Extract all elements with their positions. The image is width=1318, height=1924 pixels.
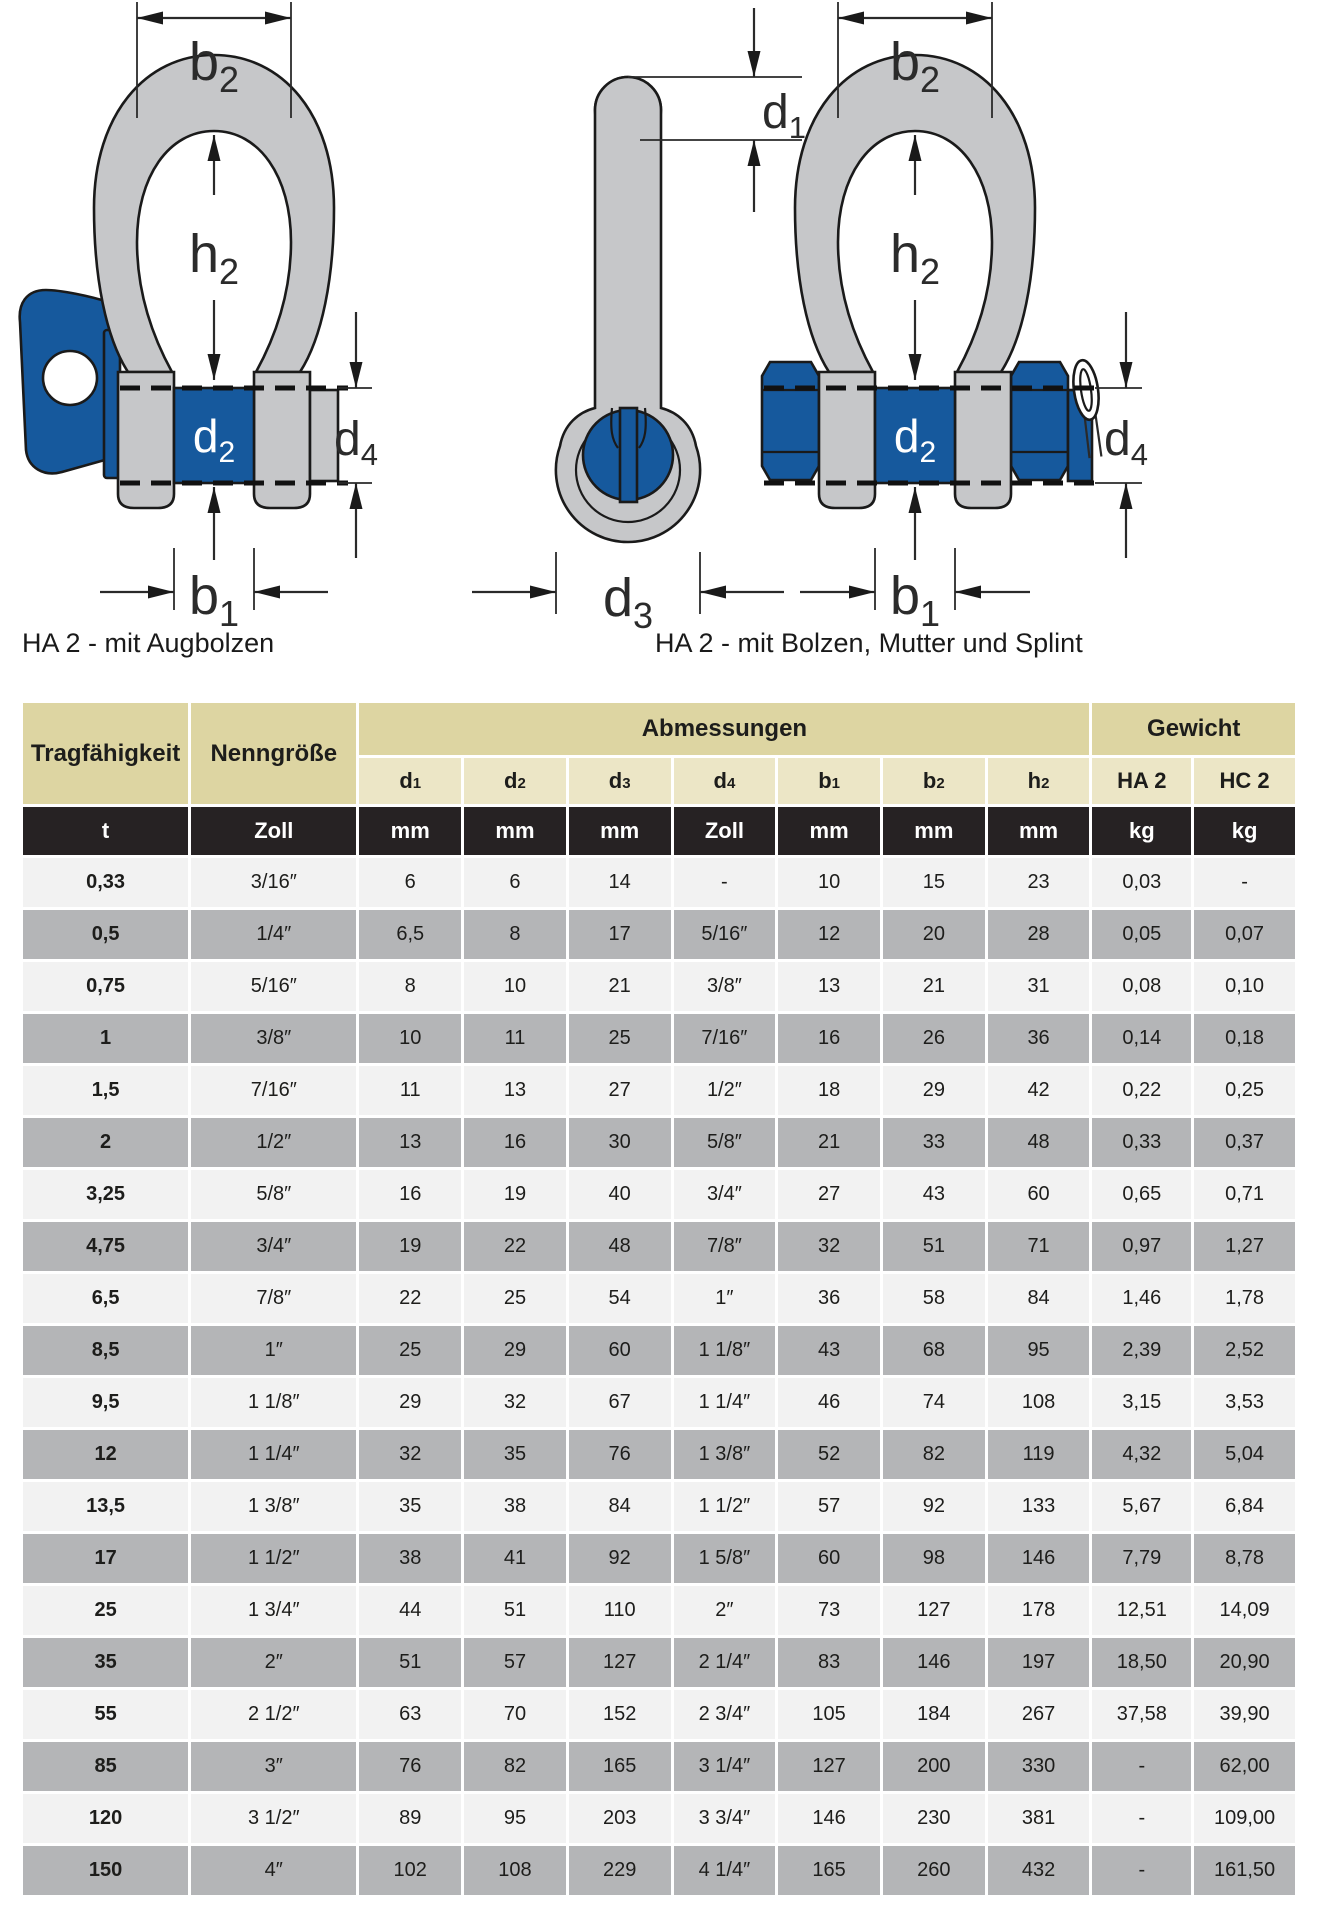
unit-header: mm [464,807,566,855]
table-cell: 10 [778,858,880,907]
table-cell: 1 1/4″ [191,1430,356,1479]
table-cell: 3″ [191,1742,356,1791]
table-cell: 60 [988,1170,1090,1219]
table-cell: 48 [569,1222,671,1271]
unit-header: kg [1194,807,1295,855]
table-cell: 5/8″ [674,1118,776,1167]
table-cell: 21 [778,1118,880,1167]
table-cell: 1 1/2″ [674,1482,776,1531]
table-cell: 0,18 [1194,1014,1295,1063]
table-cell: 127 [569,1638,671,1687]
table-cell: 1 3/8″ [674,1430,776,1479]
table-row [23,962,1295,1011]
dim-label-b2: $b_2$ [889,32,941,100]
table-cell: - [1092,1846,1191,1895]
table-cell: 381 [988,1794,1090,1843]
dim-label-d4: $d_4$ [334,413,378,472]
table-row [23,1378,1295,1427]
table-cell: - [674,858,776,907]
dim-label-h2: $h_2$ [889,224,941,292]
table-cell: 0,10 [1194,962,1295,1011]
left-collar [118,372,174,508]
table-row [23,1638,1295,1687]
table-cell: 3/16″ [191,858,356,907]
table-cell: 1 1/8″ [674,1326,776,1375]
table-cell: 5/8″ [191,1170,356,1219]
col-header-d4: d4 [674,758,776,804]
table-cell: 68 [883,1326,985,1375]
table-cell: 0,5 [23,910,188,959]
table-cell: 0,71 [1194,1170,1295,1219]
table-cell: 15 [883,858,985,907]
table-cell: 83 [778,1638,880,1687]
table-row [23,1482,1295,1531]
table-cell: 19 [359,1222,461,1271]
dim-label-d1: $d_1$ [762,86,806,145]
table-cell: 2,52 [1194,1326,1295,1375]
table-cell: 3,15 [1092,1378,1191,1427]
table-cell: 82 [464,1742,566,1791]
unit-header: mm [778,807,880,855]
table-cell: 12 [778,910,880,959]
table-cell: 7/16″ [674,1014,776,1063]
table-cell: 25 [464,1274,566,1323]
table-cell: 13 [464,1066,566,1115]
pin-head-slot [620,408,637,502]
table-cell: 23 [988,858,1090,907]
col-header-tragfaehigkeit: Tragfähigkeit [23,703,188,804]
table-row [23,1326,1295,1375]
table-cell: 51 [883,1222,985,1271]
shackle-diagrams [0,0,1318,660]
table-cell: 14,09 [1194,1586,1295,1635]
col-header-d2: d2 [464,758,566,804]
table-cell: 22 [359,1274,461,1323]
table-cell: 4,32 [1092,1430,1191,1479]
col-header-d1: d1 [359,758,461,804]
table-row [23,858,1295,907]
table-cell: 51 [359,1638,461,1687]
eyebolt-hole [43,351,97,405]
table-cell: 13 [778,962,880,1011]
unit-header: t [23,807,188,855]
header-group-row [23,703,1295,755]
table-cell: 1 1/2″ [191,1534,356,1583]
table-cell: 1 3/8″ [191,1482,356,1531]
table-row [23,1742,1295,1791]
table-cell: 25 [569,1014,671,1063]
table-cell: 0,25 [1194,1066,1295,1115]
table-cell: 146 [883,1638,985,1687]
table-cell: 71 [988,1222,1090,1271]
table-cell: 5/16″ [674,910,776,959]
unit-header: mm [569,807,671,855]
table-cell: 17 [569,910,671,959]
table-cell: 6,84 [1194,1482,1295,1531]
table-cell: 3,25 [23,1170,188,1219]
table-cell: 105 [778,1690,880,1739]
table-row [23,1586,1295,1635]
table-cell: 37,58 [1092,1690,1191,1739]
unit-header: mm [988,807,1090,855]
table-cell: 2 3/4″ [674,1690,776,1739]
table-cell: 127 [778,1742,880,1791]
table-cell: 58 [883,1274,985,1323]
table-cell: 165 [778,1846,880,1895]
table-cell: 5,67 [1092,1482,1191,1531]
table-cell: 85 [23,1742,188,1791]
table-cell: 229 [569,1846,671,1895]
table-row [23,1014,1295,1063]
table-cell: 7/8″ [191,1274,356,1323]
table-cell: 43 [778,1326,880,1375]
table-cell: 25 [359,1326,461,1375]
unit-header: mm [883,807,985,855]
table-cell: 1,46 [1092,1274,1191,1323]
hex-nut-right [1011,362,1068,480]
table-cell: 119 [988,1430,1090,1479]
table-cell: 1 [23,1014,188,1063]
table-cell: 0,37 [1194,1118,1295,1167]
table-cell: 40 [569,1170,671,1219]
table-row [23,1274,1295,1323]
table-cell: 127 [883,1586,985,1635]
diagram-shackle-eyebolt [20,2,378,634]
table-cell: 67 [569,1378,671,1427]
table-cell: 102 [359,1846,461,1895]
table-cell: 27 [569,1066,671,1115]
table-cell: 3/8″ [674,962,776,1011]
table-cell: 1,78 [1194,1274,1295,1323]
table-cell: 29 [464,1326,566,1375]
table-cell: 108 [988,1378,1090,1427]
table-row [23,1430,1295,1479]
table-cell: 120 [23,1794,188,1843]
unit-header: Zoll [191,807,356,855]
table-cell: 7/8″ [674,1222,776,1271]
table-cell: 200 [883,1742,985,1791]
table-cell: 2 [23,1118,188,1167]
shackle-spec-table [20,700,1298,1898]
table-cell: 89 [359,1794,461,1843]
table-cell: 3 1/2″ [191,1794,356,1843]
table-cell: 63 [359,1690,461,1739]
table-cell: 76 [359,1742,461,1791]
table-cell: 6 [359,858,461,907]
table-cell: 2,39 [1092,1326,1191,1375]
table-cell: 13,5 [23,1482,188,1531]
table-cell: 11 [359,1066,461,1115]
right-collar [955,372,1011,508]
table-cell: 6 [464,858,566,907]
table-cell: 17 [23,1534,188,1583]
table-cell: 14 [569,858,671,907]
table-cell: 108 [464,1846,566,1895]
table-cell: 30 [569,1118,671,1167]
dim-label-h2: $h_2$ [188,224,240,292]
table-cell: 54 [569,1274,671,1323]
dim-label-d2: $d_2$ [893,410,937,469]
table-cell: 1/4″ [191,910,356,959]
table-cell: 3,53 [1194,1378,1295,1427]
col-header-hc-2: HC 2 [1194,758,1295,804]
table-cell: 8,5 [23,1326,188,1375]
table-cell: 38 [359,1534,461,1583]
table-cell: 84 [569,1482,671,1531]
table-cell: 11 [464,1014,566,1063]
table-cell: 2 1/2″ [191,1690,356,1739]
group-header-gewicht: Gewicht [1092,703,1295,755]
table-cell: 1 3/4″ [191,1586,356,1635]
dim-label-b1: $b_1$ [889,566,941,634]
table-cell: 73 [778,1586,880,1635]
table-cell: 33 [883,1118,985,1167]
dim-label-d4: $d_4$ [1104,413,1148,472]
table-cell: 1/2″ [674,1066,776,1115]
table-cell: 52 [778,1430,880,1479]
table-cell: 19 [464,1170,566,1219]
table-cell: 150 [23,1846,188,1895]
table-cell: 6,5 [23,1274,188,1323]
table-cell: 432 [988,1846,1090,1895]
unit-header: Zoll [674,807,776,855]
unit-header: kg [1092,807,1191,855]
table-cell: 62,00 [1194,1742,1295,1791]
table-row [23,1846,1295,1895]
table-cell: 0,07 [1194,910,1295,959]
table-cell: 42 [988,1066,1090,1115]
header-units-row [23,807,1295,855]
table-cell: 1 5/8″ [674,1534,776,1583]
table-cell: 57 [778,1482,880,1531]
dim-label-d3: $d_3$ [602,568,654,636]
table-cell: 267 [988,1690,1090,1739]
table-cell: 32 [778,1222,880,1271]
table-cell: 203 [569,1794,671,1843]
table-cell: - [1092,1742,1191,1791]
table-cell: 26 [883,1014,985,1063]
right-collar [254,372,310,508]
dim-label-b2: $b_2$ [188,32,240,100]
table-cell: 1,27 [1194,1222,1295,1271]
table-cell: 51 [464,1586,566,1635]
table-cell: 16 [778,1014,880,1063]
table-cell: 60 [569,1326,671,1375]
caption-shackle-eyebolt: HA 2 - mit Augbolzen [22,628,275,658]
table-cell: 13 [359,1118,461,1167]
table-cell: 21 [569,962,671,1011]
table-cell: 46 [778,1378,880,1427]
table-cell: 152 [569,1690,671,1739]
table-cell: 2″ [191,1638,356,1687]
table-cell: 4″ [191,1846,356,1895]
table-cell: 6,5 [359,910,461,959]
left-collar [819,372,875,508]
table-cell: 330 [988,1742,1090,1791]
table-cell: 1,5 [23,1066,188,1115]
caption-shackle-bolt-nut-splint: HA 2 - mit Bolzen, Mutter und Splint [655,628,1083,658]
table-cell: 41 [464,1534,566,1583]
table-cell: 1″ [674,1274,776,1323]
table-cell: 133 [988,1482,1090,1531]
table-cell: 29 [883,1066,985,1115]
table-cell: 1 1/8″ [191,1378,356,1427]
table-cell: 84 [988,1274,1090,1323]
table-cell: 60 [778,1534,880,1583]
table-cell: 109,00 [1194,1794,1295,1843]
table-cell: 146 [988,1534,1090,1583]
table-cell: 230 [883,1794,985,1843]
table-row [23,1690,1295,1739]
table-cell: 197 [988,1638,1090,1687]
table-cell: 18,50 [1092,1638,1191,1687]
table-cell: 3/4″ [191,1222,356,1271]
table-cell: 146 [778,1794,880,1843]
table-cell: 4 1/4″ [674,1846,776,1895]
table-cell: 2 1/4″ [674,1638,776,1687]
table-cell: 5/16″ [191,962,356,1011]
table-cell: 10 [359,1014,461,1063]
dim-label-b1: $b_1$ [188,566,240,634]
table-cell: 44 [359,1586,461,1635]
table-cell: 161,50 [1194,1846,1295,1895]
table-cell: 178 [988,1586,1090,1635]
table-cell: 5,04 [1194,1430,1295,1479]
table-cell: 3/4″ [674,1170,776,1219]
table-cell: 3 3/4″ [674,1794,776,1843]
table-cell: 4,75 [23,1222,188,1271]
table-cell: 8 [464,910,566,959]
table-cell: 82 [883,1430,985,1479]
table-cell: 39,90 [1194,1690,1295,1739]
col-header-nenngroesse: Nenngröße [191,703,356,804]
table-cell: 0,33 [1092,1118,1191,1167]
table-cell: 22 [464,1222,566,1271]
table-cell: 12,51 [1092,1586,1191,1635]
table-cell: 70 [464,1690,566,1739]
table-cell: 55 [23,1690,188,1739]
table-row [23,1534,1295,1583]
diagram-pin-side-view [472,8,806,636]
group-header-abmessungen: Abmessungen [359,703,1089,755]
dim-label-d2: $d_2$ [192,410,236,469]
col-header-h2: h2 [988,758,1090,804]
table-cell: 92 [569,1534,671,1583]
table-cell: 1 1/4″ [674,1378,776,1427]
table-cell: 0,33 [23,858,188,907]
table-cell: 0,75 [23,962,188,1011]
table-cell: 92 [883,1482,985,1531]
table-cell: 18 [778,1066,880,1115]
table-cell: 2″ [674,1586,776,1635]
table-cell: 110 [569,1586,671,1635]
table-cell: - [1194,858,1295,907]
table-cell: 1″ [191,1326,356,1375]
table-cell: 184 [883,1690,985,1739]
table-row [23,1066,1295,1115]
table-cell: 32 [359,1430,461,1479]
hex-nut-left [762,362,819,480]
table-row [23,910,1295,959]
table-cell: 0,65 [1092,1170,1191,1219]
table-cell: 16 [464,1118,566,1167]
table-cell: 35 [464,1430,566,1479]
table-cell: 0,05 [1092,910,1191,959]
table-cell: 36 [988,1014,1090,1063]
table-cell: 12 [23,1430,188,1479]
table-cell: 29 [359,1378,461,1427]
col-header-ha-2: HA 2 [1092,758,1191,804]
table-cell: 35 [359,1482,461,1531]
table-row [23,1170,1295,1219]
table-cell: 35 [23,1638,188,1687]
table-cell: 3 1/4″ [674,1742,776,1791]
table-cell: 28 [988,910,1090,959]
diagram-shackle-bolt-nut-splint [762,2,1148,634]
table-cell: 10 [464,962,566,1011]
table-cell: 165 [569,1742,671,1791]
table-cell: 32 [464,1378,566,1427]
table-cell: 95 [464,1794,566,1843]
table-cell: 7/16″ [191,1066,356,1115]
table-cell: 20,90 [1194,1638,1295,1687]
table-cell: - [1092,1794,1191,1843]
table-cell: 74 [883,1378,985,1427]
table-cell: 36 [778,1274,880,1323]
col-header-b1: b1 [778,758,880,804]
table-row [23,1222,1295,1271]
table-cell: 0,03 [1092,858,1191,907]
table-cell: 3/8″ [191,1014,356,1063]
table-cell: 20 [883,910,985,959]
table-cell: 48 [988,1118,1090,1167]
table-cell: 0,08 [1092,962,1191,1011]
table-cell: 95 [988,1326,1090,1375]
col-header-d3: d3 [569,758,671,804]
table-cell: 8,78 [1194,1534,1295,1583]
table-cell: 57 [464,1638,566,1687]
table-cell: 260 [883,1846,985,1895]
col-header-b2: b2 [883,758,985,804]
table-cell: 16 [359,1170,461,1219]
table-cell: 7,79 [1092,1534,1191,1583]
table-cell: 0,14 [1092,1014,1191,1063]
table-cell: 21 [883,962,985,1011]
table-cell: 27 [778,1170,880,1219]
table-cell: 76 [569,1430,671,1479]
table-cell: 31 [988,962,1090,1011]
table-cell: 0,97 [1092,1222,1191,1271]
table-cell: 1/2″ [191,1118,356,1167]
table-cell: 9,5 [23,1378,188,1427]
table-cell: 0,22 [1092,1066,1191,1115]
table-row [23,1118,1295,1167]
table-row [23,1794,1295,1843]
table-cell: 98 [883,1534,985,1583]
unit-header: mm [359,807,461,855]
table-cell: 38 [464,1482,566,1531]
table-cell: 43 [883,1170,985,1219]
table-cell: 25 [23,1586,188,1635]
table-cell: 8 [359,962,461,1011]
